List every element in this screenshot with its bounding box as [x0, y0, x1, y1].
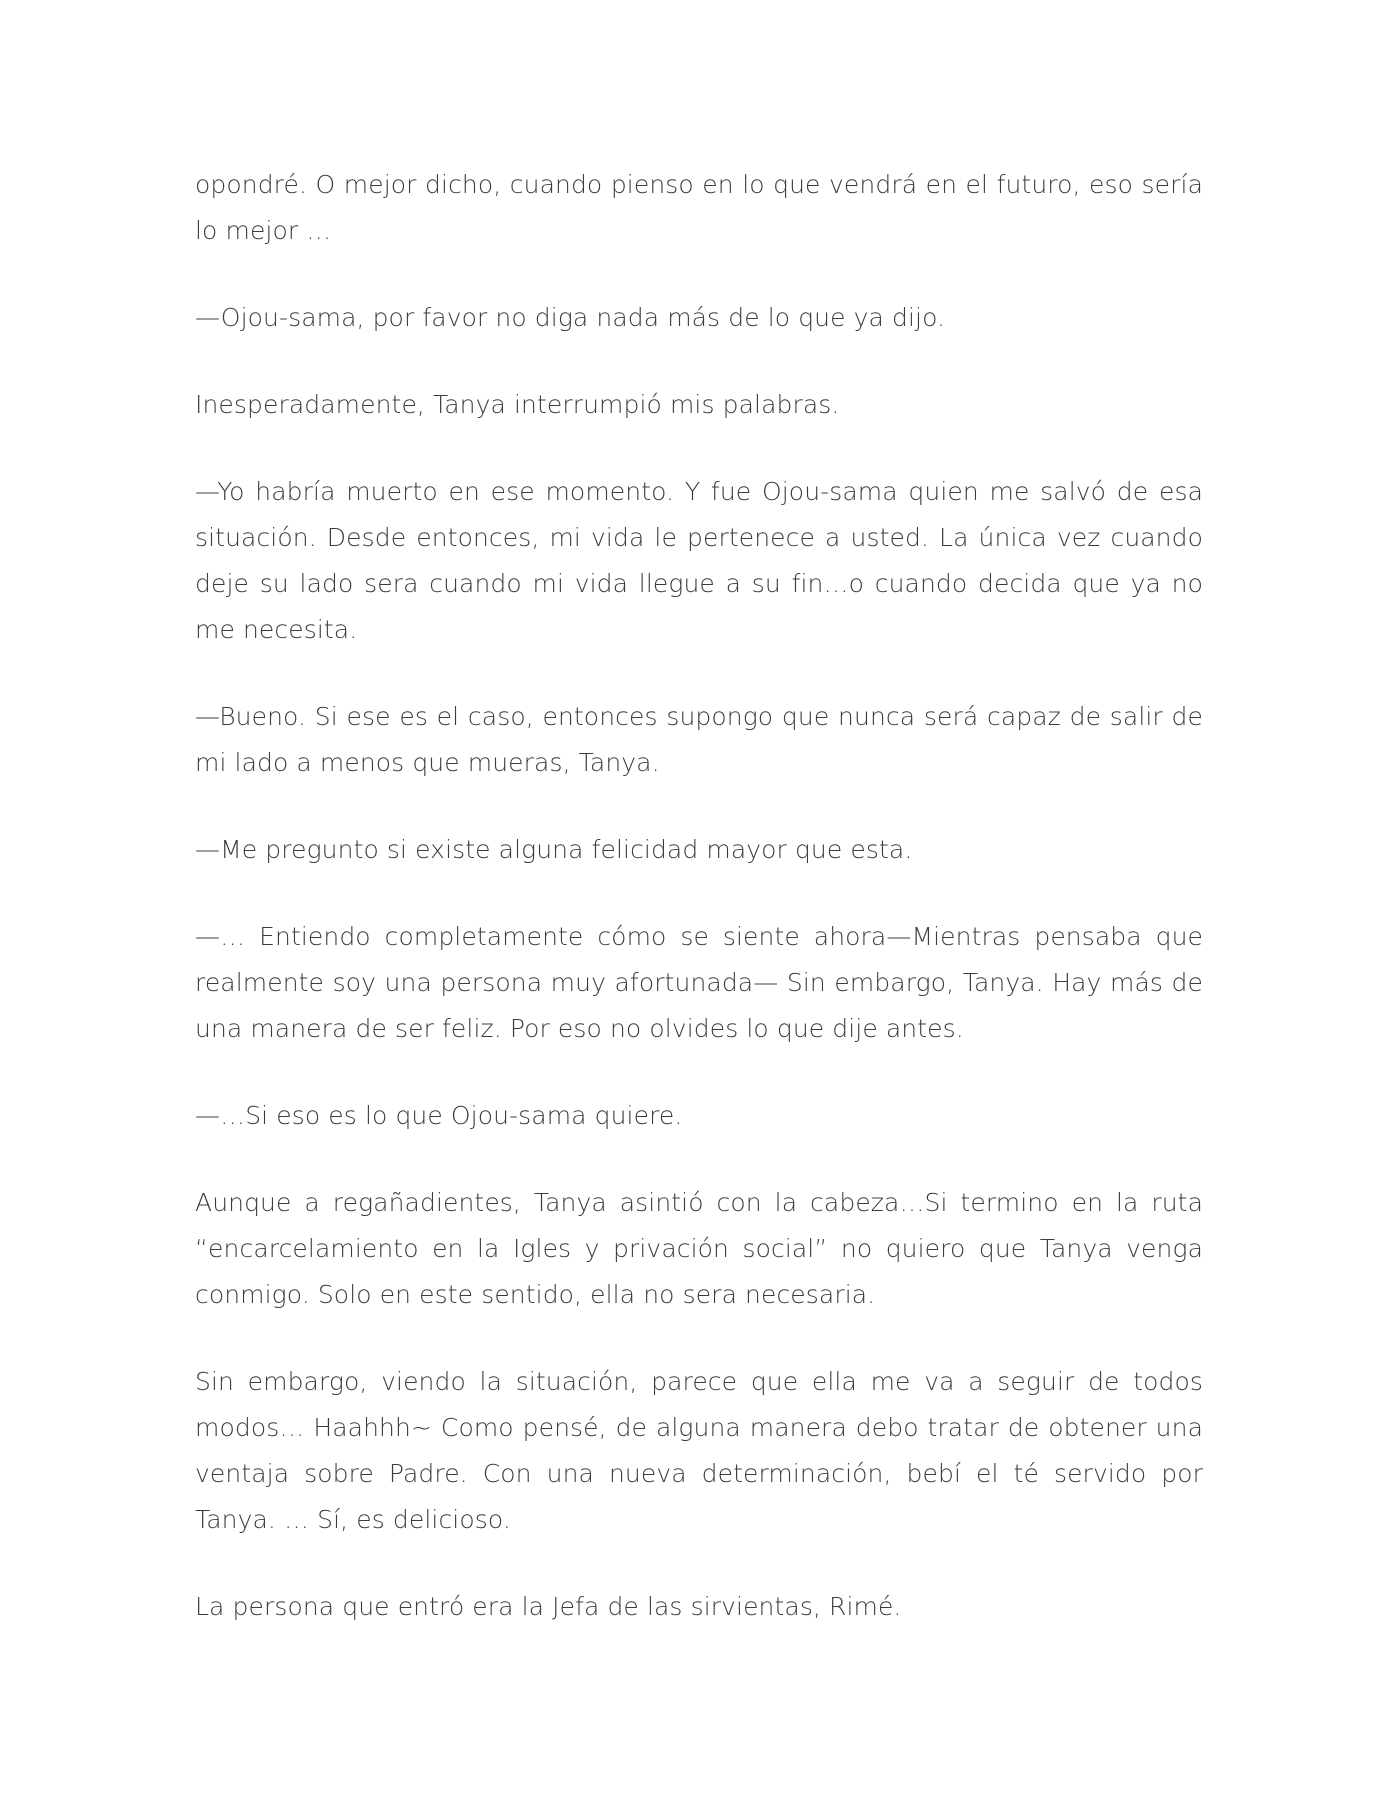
paragraph: Sin embargo, viendo la situación, parece que ella me va a seguir de todos modos… Haahhh~ Como pensé, de alguna manera debo tratar de obtener una ventaja sobre Padre. Con una nueva determinación, bebí el té servido por Tanya. … Sí, es delicioso. — [195, 1367, 1203, 1534]
document-body — [195, 162, 1203, 1630]
paragraph: opondré. O mejor dicho, cuando pienso en lo que vendrá en el futuro, eso sería lo mejor … — [195, 170, 1203, 245]
paragraph: —… Entiendo completamente cómo se siente ahora—Mientras pensaba que realmente soy una persona muy afortunada— Sin embargo, Tanya. Hay más de una manera de ser feliz. Por eso no olvides lo que dije antes. — [195, 922, 1203, 1043]
paragraph: —Ojou-sama, por favor no diga nada más de lo que ya dijo. — [195, 303, 946, 332]
paragraph: La persona que entró era la Jefa de las sirvientas, Rimé. — [195, 1592, 902, 1621]
paragraph: Inesperadamente, Tanya interrumpió mis palabras. — [195, 390, 840, 419]
paragraph: —Yo habría muerto en ese momento. Y fue Ojou-sama quien me salvó de esa situación. Desde entonces, mi vida le pertenece a usted. La única vez cuando deje su lado sera cuando mi vida llegue a su fin…o cuando decida que ya no me necesita. — [195, 477, 1203, 644]
paragraph: Aunque a regañadientes, Tanya asintió con la cabeza…Si termino en la ruta “encarcelamiento en la Igles y privación social” no quiero que Tanya venga conmigo. Solo en este sentido, ella no sera necesaria. — [195, 1188, 1203, 1309]
paragraph: —Bueno. Si ese es el caso, entonces supongo que nunca será capaz de salir de mi lado a menos que mueras, Tanya. — [195, 702, 1203, 777]
paragraph: —Me pregunto si existe alguna felicidad mayor que esta. — [195, 835, 913, 864]
paragraph: —…Si eso es lo que Ojou-sama quiere. — [195, 1101, 683, 1130]
